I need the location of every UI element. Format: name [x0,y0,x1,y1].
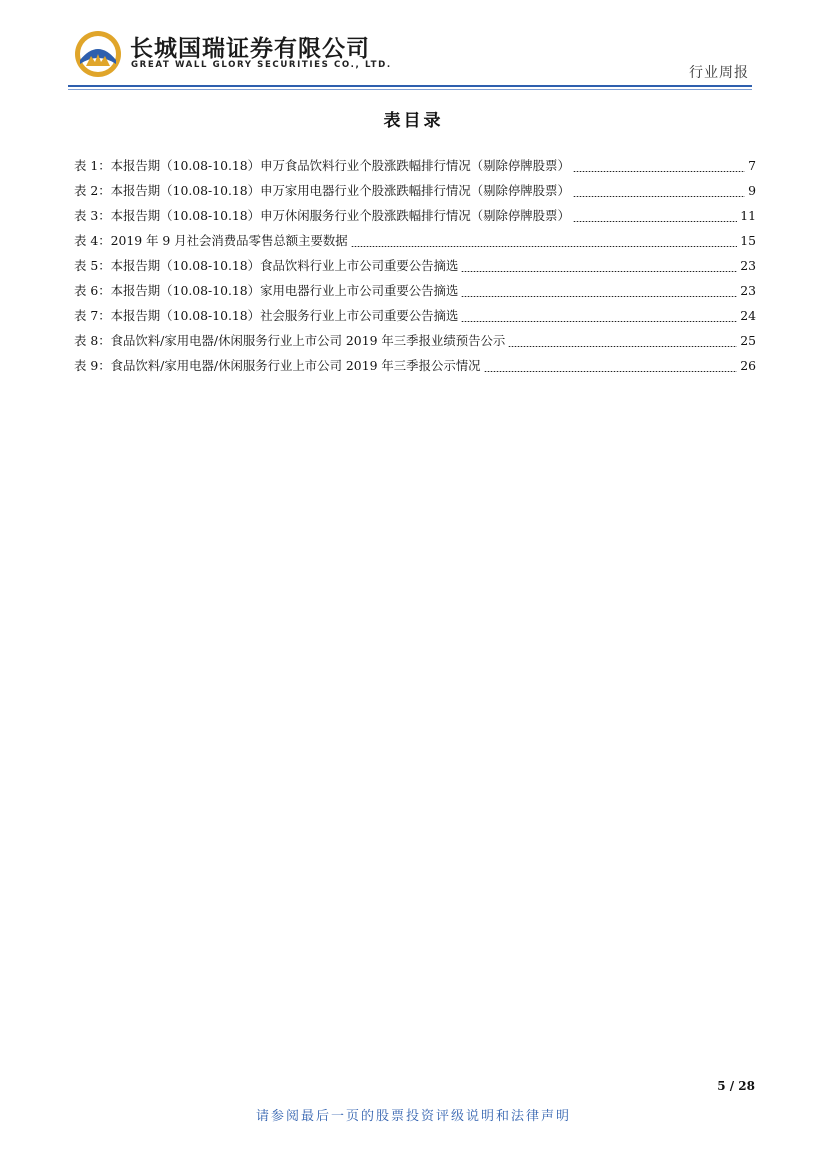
table-of-tables [74,153,756,378]
dot-leader [461,271,737,272]
dot-leader [573,221,737,222]
dot-leader [508,346,737,347]
toc-entry-label: 表 6：本报告期（10.08-10.18）家用电器行业上市公司重要公告摘选 [74,283,459,298]
toc-entry-page: 26 [740,358,756,373]
toc-entry-page: 7 [748,158,756,173]
page-number: 5 / 28 [717,1079,755,1093]
toc-entry-label: 表 1：本报告期（10.08-10.18）申万食品饮料行业个股涨跌幅排行情况（剔除停牌股票） [74,158,570,173]
dot-leader [484,371,738,372]
toc-entry[interactable] [74,278,756,303]
dot-leader [351,246,738,247]
toc-entry[interactable] [74,253,756,278]
toc-title: 表目录 [383,111,444,131]
company-logo-icon [74,30,122,78]
toc-entry[interactable] [74,178,756,203]
dot-leader [461,321,737,322]
report-type-label: 行业周报 [689,65,749,81]
toc-entry[interactable] [74,228,756,253]
toc-entry[interactable] [74,303,756,328]
toc-entry[interactable] [74,153,756,178]
header-divider [68,85,752,87]
toc-entry[interactable] [74,328,756,353]
toc-entry-page: 15 [740,233,756,248]
toc-entry-page: 11 [740,208,756,223]
toc-entry-page: 9 [748,183,756,198]
toc-entry-label: 表 3：本报告期（10.08-10.18）申万休闲服务行业个股涨跌幅排行情况（剔除停牌股票） [74,208,570,223]
header-divider-thin [68,89,752,90]
toc-entry-page: 25 [740,333,756,348]
toc-entry-label: 表 8：食品饮料/家用电器/休闲服务行业上市公司 2019 年三季报业绩预告公示 [74,333,506,348]
toc-entry-label: 表 9：食品饮料/家用电器/休闲服务行业上市公司 2019 年三季报公示情况 [74,358,481,373]
toc-entry-label: 表 5：本报告期（10.08-10.18）食品饮料行业上市公司重要公告摘选 [74,258,459,273]
toc-entry[interactable] [74,203,756,228]
toc-entry-label: 表 7：本报告期（10.08-10.18）社会服务行业上市公司重要公告摘选 [74,308,459,323]
dot-leader [573,171,745,172]
toc-entry-label: 表 4：2019 年 9 月社会消费品零售总额主要数据 [74,233,348,248]
toc-entry-label: 表 2：本报告期（10.08-10.18）申万家用电器行业个股涨跌幅排行情况（剔除停牌股票） [74,183,570,198]
toc-entry-page: 23 [740,258,756,273]
toc-entry-page: 23 [740,283,756,298]
toc-entry[interactable] [74,353,756,378]
dot-leader [461,296,737,297]
company-name-en: GREAT WALL GLORY SECURITIES CO., LTD. [131,60,392,70]
company-name-cn: 长城国瑞证券有限公司 [130,36,370,62]
toc-entry-page: 24 [740,308,756,323]
footer-disclaimer: 请参阅最后一页的股票投资评级说明和法律声明 [255,1109,571,1124]
dot-leader [573,196,745,197]
